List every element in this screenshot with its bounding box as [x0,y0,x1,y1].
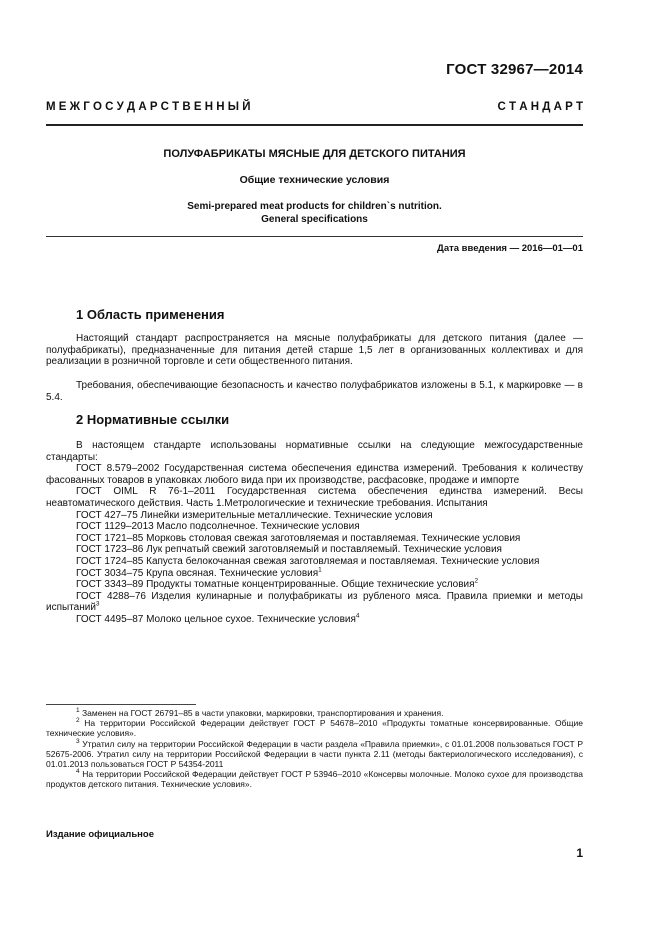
edition-label: Издание официальное [46,829,154,840]
section-1-p2-text: Требования, обеспечивающие безопасность и качество полуфабрикатов изложены в 5.1, к маркировке — в 5.4. [46,380,583,403]
banner-right: С Т А Н Д А Р Т [497,101,583,113]
footnote-marker: 1 [318,566,322,574]
footnote-text: Заменен на ГОСТ 26791–85 в части упаковки, маркировки, транспортирования и хранения. [79,708,444,718]
footnote-number: 2 [76,717,80,725]
reference-item [46,591,583,614]
section-1-heading: 1 Область применения [76,307,225,322]
reference-item [46,533,583,545]
reference-text: ГОСТ 427–75 Линейки измерительные металлические. Технические условия [76,509,433,521]
references-intro: В настоящем стандарте использованы нормативные ссылки на следующие межгосударственные стандарты: [46,440,583,463]
footnote [46,739,583,770]
section-1-paragraph-2 [46,380,583,403]
footnote-number: 4 [76,768,80,776]
english-title [46,201,583,226]
reference-text: ГОСТ 1724–85 Капуста белокочанная свежая заготовляемая и поставляемая. Технические условия [76,555,540,567]
english-title-line2: General specifications [261,213,368,225]
standard-banner [46,101,583,113]
reference-text: ГОСТ 1129–2013 Масло подсолнечное. Технические условия [76,521,360,533]
reference-item [46,614,583,626]
reference-item [46,463,583,486]
reference-items [46,463,583,625]
reference-text: ГОСТ 1723–86 Лук репчатый свежий заготовляемый и поставляемый. Технические условия [76,544,502,556]
footnote-text: На территории Российской Федерации действует ГОСТ Р 53946–2010 «Консервы молочные. Молоко сухое для производства продуктов детского питания. Технические условия». [46,769,583,790]
footnote [46,708,583,718]
footnote-marker: 3 [95,600,100,608]
footnote-text: Утратил силу на территории Российской Федерации в части раздела «Правила приемки», с 01.01.2008 пользоваться ГОСТ Р 52675-2006. Утратил силу на территории Российской Федерации в части пункта 2.11 (методы бактериологического исследования), с 01.01.2013 пользоваться ГОСТ Р 54354-2011 [46,738,583,770]
title-rule [46,236,583,237]
section-2-heading: 2 Нормативные ссылки [76,412,230,427]
reference-text: ГОСТ 4288–76 Изделия кулинарные и полуфабрикаты из рубленого мяса. Правила приемки и методы испытаний [46,590,583,614]
reference-text: ГОСТ OIML R 76-1–2011 Государственная система обеспечения единства измерений. Весы неавтоматического действия. Часть 1.Метрологические и технические требования. Испытания [46,486,583,509]
reference-item [46,579,583,591]
document-subtitle: Общие технические условия [239,174,390,186]
footnote [46,718,583,738]
reference-item [46,544,583,556]
document-number: ГОСТ 32967—2014 [446,61,583,78]
document-title: ПОЛУФАБРИКАТЫ МЯСНЫЕ ДЛЯ ДЕТСКОГО ПИТАНИЯ [163,148,466,160]
footnote-marker: 4 [355,612,360,620]
footnote-rule [46,704,196,705]
reference-item [46,568,583,580]
reference-text: ГОСТ 3343–89 Продукты томатные концентрированные. Общие технические условия [76,579,475,591]
introduction-date: Дата введения — 2016—01—01 [437,243,583,254]
reference-text: ГОСТ 1721–85 Морковь столовая свежая заготовляемая и поставляемая. Технические условия [76,532,521,544]
banner-left: М Е Ж Г О С У Д А Р С Т В Е Н Н Ы Й [46,101,251,113]
footnotes [46,708,583,790]
reference-item [46,486,583,509]
reference-item [46,510,583,522]
section-1-paragraph-1 [46,333,583,368]
page-number: 1 [576,846,583,860]
footnote-number: 1 [76,707,80,715]
footnote-text: На территории Российской Федерации действует ГОСТ Р 54678–2010 «Продукты томатные консервированные. Общие технические условия». [46,718,583,739]
references-list [46,440,583,626]
footnote-number: 3 [76,737,80,745]
reference-text: ГОСТ 8.579–2002 Государственная система обеспечения единства измерений. Требования к количеству фасованных товаров в упаковках любого вида при их производстве, расфасовке, продаже и импорте [46,463,583,486]
reference-item [46,556,583,568]
header-rule [46,124,583,126]
reference-item [46,521,583,533]
reference-text: ГОСТ 4495–87 Молоко цельное сухое. Технические условия [76,613,356,625]
section-1-p1-text: Настоящий стандарт распространяется на мясные полуфабрикаты для детского питания (далее — полуфабрикаты), предназначенные для питания детей старше 1,5 лет в организованных коллективах и для реализации в розничной торговле и сети общественного питания. [46,333,583,368]
footnote [46,769,583,789]
english-title-line1: Semi-prepared meat products for children`s nutrition. [187,201,442,212]
footnote-marker: 2 [474,577,479,585]
reference-text: ГОСТ 3034–75 Крупа овсяная. Технические условия [76,567,319,579]
